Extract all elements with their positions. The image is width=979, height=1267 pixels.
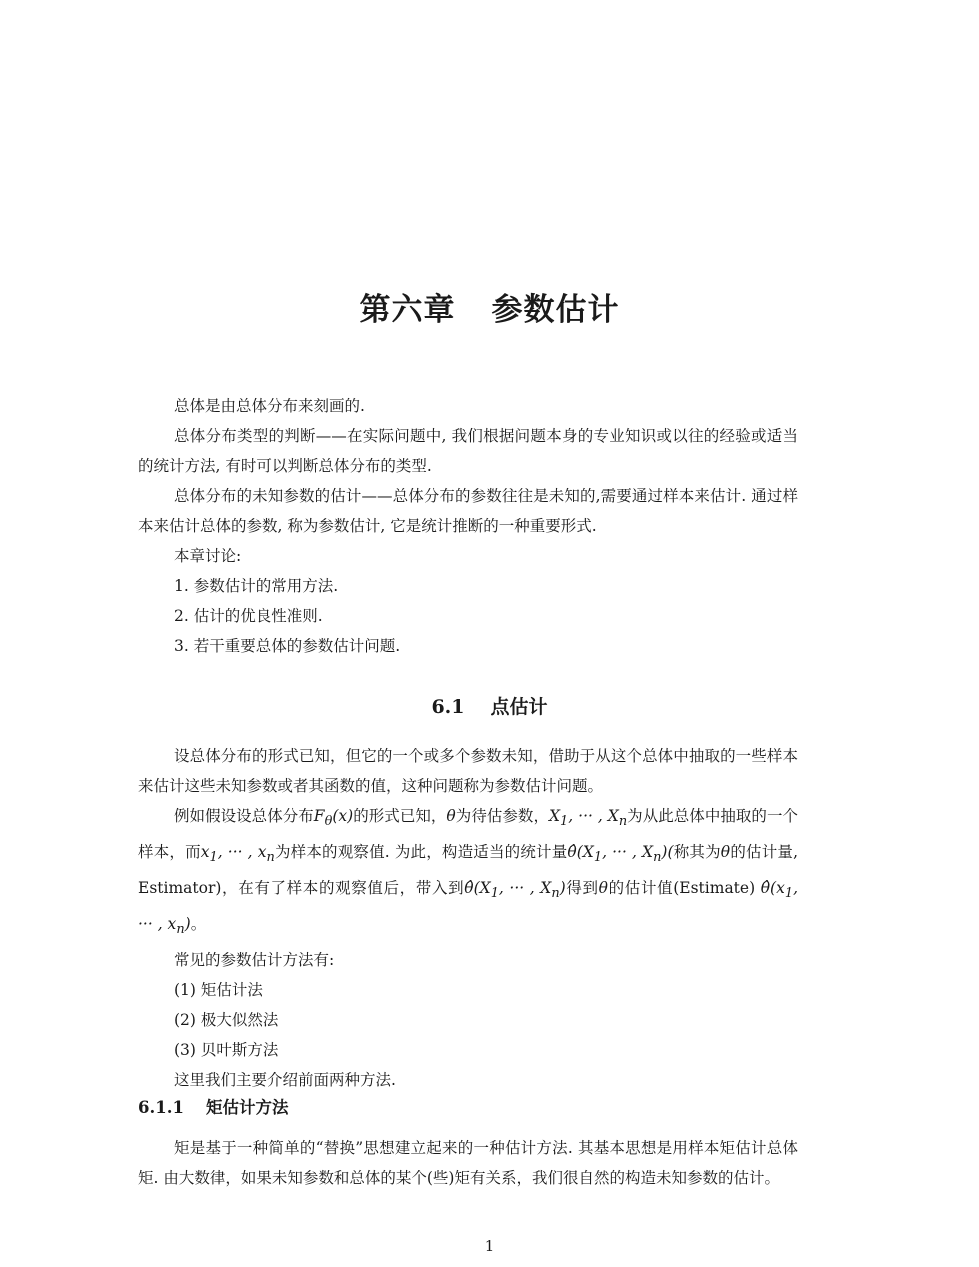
math-estimator: $\thetâ(X_1$, ··· , $X_n$) xyxy=(464,879,566,902)
page-number: 1 xyxy=(484,1237,495,1255)
section-paragraph-2: 例如假设设总体分布$F_\theta(x)$的形式已知，θ为待估参数，$X_1$, ··· , $X_n$为从此总体中抽取的一个样本，而$x_1$, ··· , $x_n$为样本的观察值. 为此，构造适当的统计量$\thetâ(X_1$, ··· , $X_n$)(称其为θ的估计量, Estimator)，在有了样本的观察值后，带入到$\thetâ(X_1$, ··· , $X_n$)得到θ的估计值(Estimate) $\thetâ(x_1$, ··· , $x_n$)。 xyxy=(138,807,798,938)
intro-paragraph-1: 总体是由总体分布来刻画的. xyxy=(174,397,365,415)
chapter-title-text: 参数估计 xyxy=(491,292,620,328)
math-F-theta: $F_\theta(x)$ xyxy=(313,807,354,830)
section-paragraph-4: 这里我们主要介绍前面两种方法. xyxy=(174,1071,396,1090)
math-estimate: $\thetâ(x_1$, ··· , $x_n$) xyxy=(138,879,798,938)
math-estimator: $\thetâ(X_1$, ··· , $X_n$)( xyxy=(567,843,674,866)
math-sample-x: $x_1$, ··· , $x_n$ xyxy=(200,843,275,866)
math-sample-X: $X_1$, ··· , $X_n$ xyxy=(549,807,628,830)
intro-paragraph-2: 总体分布类型的判断——在实际问题中, 我们根据问题本身的专业知识或以往的经验或适当的统计方法, 有时可以判断总体分布的类型. xyxy=(138,427,798,475)
intro-list-item: 1. 参数估计的常用方法. xyxy=(174,577,339,595)
chapter-intro xyxy=(138,391,798,661)
subsection-body xyxy=(138,1133,798,1193)
section-number: 6.1 xyxy=(431,696,465,718)
math-theta: θ xyxy=(720,843,731,862)
subsection-number: 6.1.1 xyxy=(138,1098,184,1117)
method-list-item: (2) 极大似然法 xyxy=(174,1011,279,1030)
intro-paragraph-4: 本章讨论: xyxy=(174,547,242,565)
subsection-title-text: 矩估计方法 xyxy=(205,1098,289,1117)
chapter-number-label: 第六章 xyxy=(359,292,456,328)
section-paragraph-3: 常见的参数估计方法有: xyxy=(174,951,335,970)
intro-list-item: 2. 估计的优良性准则. xyxy=(174,607,323,625)
subsection-title xyxy=(138,1094,288,1118)
intro-list-item: 3. 若干重要总体的参数估计问题. xyxy=(174,637,401,655)
method-list-item: (1) 矩估计法 xyxy=(174,981,263,1000)
math-theta: θ xyxy=(446,807,456,825)
section-body xyxy=(138,741,798,1095)
section-paragraph-1: 设总体分布的形式已知，但它的一个或多个参数未知，借助于从这个总体中抽取的一些样本来估计这些未知参数或者其函数的值，这种问题称为参数估计问题。 xyxy=(138,747,798,795)
chapter-title xyxy=(0,284,979,329)
section-title-text: 点估计 xyxy=(490,696,548,718)
intro-paragraph-3: 总体分布的未知参数的估计——总体分布的参数往往是未知的,需要通过样本来估计. 通过样本来估计总体的参数, 称为参数估计, 它是统计推断的一种重要形式. xyxy=(138,487,798,535)
method-list-item: (3) 贝叶斯方法 xyxy=(174,1041,279,1060)
section-title xyxy=(0,692,979,719)
math-theta: θ xyxy=(598,879,608,898)
subsection-paragraph-1: 矩是基于一种简单的“替换”思想建立起来的一种估计方法. 其基本思想是用样本矩估计总体矩. 由大数律，如果未知参数和总体的某个(些)矩有关系，我们很自然的构造未知参数的估计。 xyxy=(138,1139,798,1187)
